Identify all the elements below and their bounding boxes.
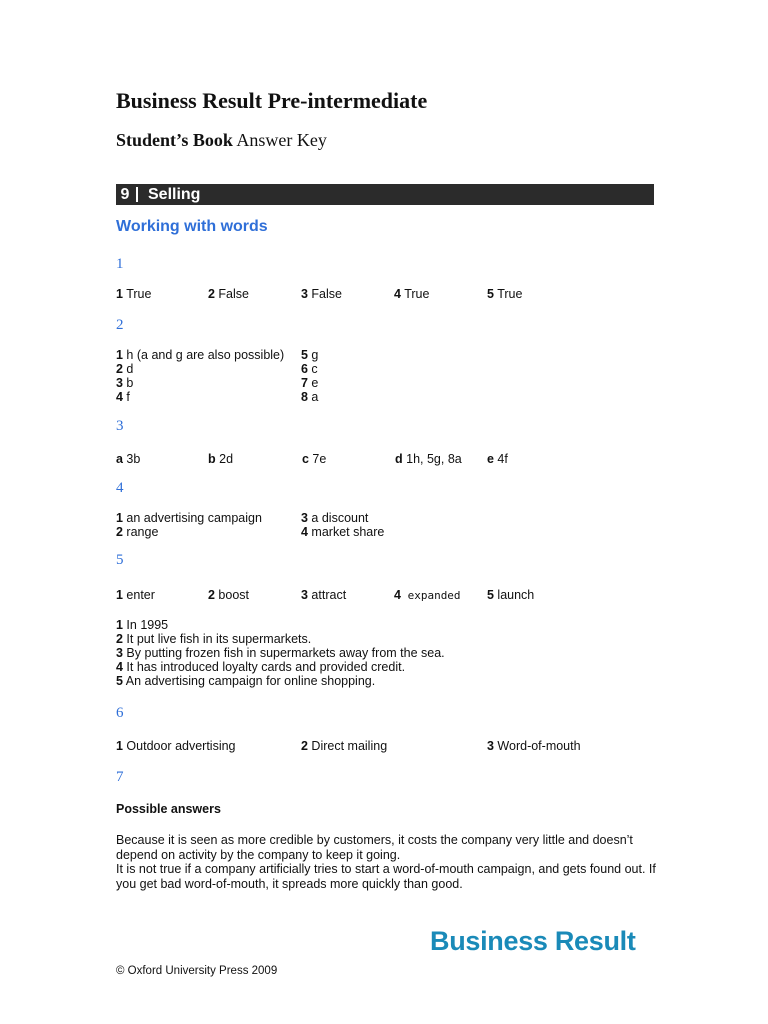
copyright-notice: © Oxford University Press 2009 [116, 965, 278, 977]
item-number: 4 [394, 287, 401, 301]
ex3-item-b [208, 452, 233, 466]
item-text: True [122, 287, 152, 301]
ex2-item-8 [301, 390, 318, 404]
ex3-item-a [116, 452, 140, 466]
exercise-number-7: 7 [116, 769, 124, 785]
item-text: boost [214, 588, 250, 602]
unit-divider [136, 187, 138, 202]
item-number: 5 [116, 674, 123, 688]
item-text: 3b [122, 452, 141, 466]
item-text: Direct mailing [307, 739, 388, 753]
item-text: It put live fish in its supermarkets. [122, 632, 312, 646]
ex5-list-item-2 [116, 632, 311, 646]
item-letter: a [116, 452, 123, 466]
item-text: g [307, 348, 319, 362]
item-number: 6 [301, 362, 308, 376]
document-subtitle [116, 130, 327, 151]
item-number: 2 [208, 588, 215, 602]
answer-paragraph-1: Because it is seen as more credible by customers, it costs the company very little and doesn’t depend on activity by the company to keep it going. [116, 833, 633, 862]
item-letter: b [208, 452, 216, 466]
ex4-item-3 [301, 511, 368, 525]
ex2-item-1 [116, 348, 284, 362]
item-text: Outdoor advertising [122, 739, 236, 753]
item-number: 1 [116, 287, 123, 301]
exercise-number-5: 5 [116, 552, 124, 568]
item-text: f [122, 390, 130, 404]
exercise-number-6: 6 [116, 705, 124, 721]
item-text: It has introduced loyalty cards and provided credit. [122, 660, 406, 674]
ex1-item-3 [301, 287, 342, 301]
item-number: 8 [301, 390, 308, 404]
ex6-item-3 [487, 739, 581, 753]
item-text: expanded [400, 589, 461, 602]
item-number: 4 [301, 525, 308, 539]
item-text: True [400, 287, 430, 301]
item-text: Word-of-mouth [493, 739, 581, 753]
document-title: Business Result Pre-intermediate [116, 88, 428, 113]
item-letter: d [395, 452, 403, 466]
ex2-item-6 [301, 362, 318, 376]
item-number: 2 [208, 287, 215, 301]
possible-answers-label: Possible answers [116, 802, 221, 816]
ex2-item-4 [116, 390, 130, 404]
item-number: 2 [116, 362, 123, 376]
item-text: False [307, 287, 342, 301]
item-number: 5 [301, 348, 308, 362]
item-number: 5 [487, 588, 494, 602]
item-number: 4 [394, 588, 401, 602]
ex5-item-4 [394, 588, 461, 602]
item-text: a discount [307, 511, 369, 525]
item-number: 4 [116, 660, 123, 674]
business-result-logo: Business Result [430, 926, 636, 956]
subtitle-bold: Student’s Book [116, 130, 233, 150]
ex4-item-4 [301, 525, 384, 539]
item-text: a [307, 390, 319, 404]
item-text: an advertising campaign [122, 511, 262, 525]
item-text: An advertising campaign for online shopping. [122, 674, 376, 688]
item-text: True [493, 287, 523, 301]
item-number: 1 [116, 618, 123, 632]
item-text: c [307, 362, 318, 376]
item-text: range [122, 525, 159, 539]
ex5-list-item-1 [116, 618, 168, 632]
item-text: In 1995 [122, 618, 169, 632]
unit-header-bar [116, 184, 654, 205]
unit-number: 9 [120, 186, 130, 203]
item-text: market share [307, 525, 385, 539]
ex5-item-5 [487, 588, 534, 602]
ex3-item-e [487, 452, 508, 466]
item-text: 4f [493, 452, 508, 466]
item-number: 1 [116, 739, 123, 753]
item-text: launch [493, 588, 535, 602]
exercise-number-4: 4 [116, 480, 124, 496]
item-number: 2 [301, 739, 308, 753]
ex4-item-1 [116, 511, 262, 525]
item-number: 1 [116, 348, 123, 362]
item-number: 2 [116, 525, 123, 539]
item-text: 7e [308, 452, 327, 466]
ex2-item-7 [301, 376, 318, 390]
item-text: False [214, 287, 249, 301]
exercise-number-3: 3 [116, 418, 124, 434]
ex4-item-2 [116, 525, 158, 539]
ex1-item-5 [487, 287, 522, 301]
ex5-item-2 [208, 588, 249, 602]
item-text: 1h, 5g, 8a [402, 452, 462, 466]
ex1-item-2 [208, 287, 249, 301]
item-letter: e [487, 452, 494, 466]
ex3-item-c [302, 452, 326, 466]
unit-name: Selling [148, 186, 201, 203]
item-number: 3 [301, 287, 308, 301]
subtitle-rest: Answer Key [232, 130, 327, 150]
answer-paragraph-2: It is not true if a company artificially tries to start a word-of-mouth campaign, and gets found out. If you get bad word-of-mouth, it spreads more quickly than good. [116, 862, 656, 891]
ex3-item-d [395, 452, 462, 466]
ex5-item-1 [116, 588, 155, 602]
item-number: 1 [116, 511, 123, 525]
item-text: b [122, 376, 134, 390]
item-number: 2 [116, 632, 123, 646]
ex2-item-2 [116, 362, 133, 376]
item-text: By putting frozen fish in supermarkets away from the sea. [122, 646, 445, 660]
item-text: enter [122, 588, 155, 602]
ex6-item-2 [301, 739, 387, 753]
item-text: h (a and g are also possible) [122, 348, 285, 362]
ex6-item-1 [116, 739, 236, 753]
item-letter: c [302, 452, 309, 466]
ex1-item-1 [116, 287, 151, 301]
item-number: 3 [487, 739, 494, 753]
item-number: 1 [116, 588, 123, 602]
item-text: attract [307, 588, 347, 602]
exercise-number-2: 2 [116, 317, 124, 333]
ex1-item-4 [394, 287, 429, 301]
item-number: 4 [116, 390, 123, 404]
item-text: d [122, 362, 134, 376]
ex5-item-3 [301, 588, 346, 602]
ex2-item-3 [116, 376, 133, 390]
ex5-list-item-3 [116, 646, 445, 660]
exercise-number-1: 1 [116, 256, 124, 272]
item-text: e [307, 376, 319, 390]
ex5-list-item-5 [116, 674, 375, 688]
item-number: 3 [116, 646, 123, 660]
item-text: 2d [215, 452, 234, 466]
item-number: 3 [116, 376, 123, 390]
section-title: Working with words [116, 218, 268, 235]
ex5-list-item-4 [116, 660, 405, 674]
item-number: 3 [301, 588, 308, 602]
item-number: 5 [487, 287, 494, 301]
ex2-item-5 [301, 348, 318, 362]
item-number: 3 [301, 511, 308, 525]
item-number: 7 [301, 376, 308, 390]
